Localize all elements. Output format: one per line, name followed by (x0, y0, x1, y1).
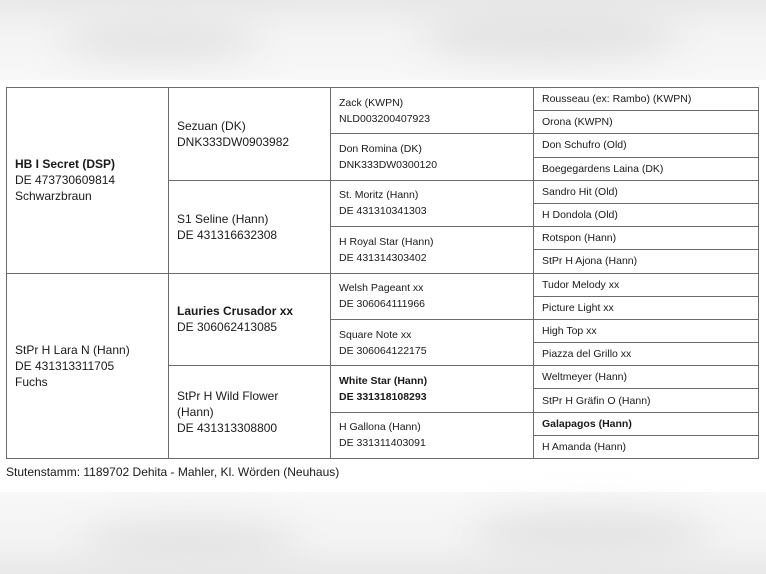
gen3-name: Don Romina (DK) (339, 143, 422, 156)
gen4-cell-12: Piazza del Grillo xx (534, 343, 759, 366)
gen4-cell-2: Orona (KWPN) (534, 111, 759, 134)
gen4-cell-11: High Top xx (534, 319, 759, 342)
sire-reg: DNK333DW0903982 (177, 134, 290, 149)
sire-dam-cell (169, 180, 331, 273)
gen3-reg: DE 331318108293 (339, 390, 427, 403)
gen3-cell-8 (331, 412, 534, 458)
dam-dam-name-suffix: (Hann) (177, 405, 214, 420)
dam-dam-reg: DE 431313308800 (177, 421, 278, 436)
gen4-cell-13: Weltmeyer (Hann) (534, 366, 759, 389)
gen4-cell-3: Don Schufro (Old) (534, 134, 759, 157)
gen4-cell-5: Sandro Hit (Old) (534, 180, 759, 203)
gen3-cell-6 (331, 319, 534, 365)
horse-cell (7, 88, 169, 274)
gen3-name: Square Note xx (339, 328, 412, 341)
dam-dam-cell (169, 366, 331, 459)
gen3-reg: DNK333DW0300120 (339, 159, 438, 172)
gen3-name: Zack (KWPN) (339, 96, 404, 109)
gen3-reg: NLD003200407923 (339, 112, 431, 125)
gen4-cell-9: Tudor Melody xx (534, 273, 759, 296)
gen3-reg: DE 306064111966 (339, 298, 426, 311)
gen3-reg: DE 431310341303 (339, 205, 427, 218)
gen3-name: H Gallona (Hann) (339, 421, 421, 434)
pedigree-document (0, 80, 766, 492)
gen3-cell-2 (331, 134, 534, 180)
gen3-cell-3 (331, 180, 534, 226)
horse-color: Schwarzbraun (15, 189, 92, 204)
mare-line-footer: Stutenstamm: 1189702 Dehita - Mahler, Kl. Wörden (Neuhaus) (6, 465, 340, 479)
dam-color: Fuchs (15, 374, 48, 389)
gen4-cell-15: Galapagos (Hann) (534, 412, 759, 435)
blurred-background-bottom (0, 492, 766, 574)
dam-sire-reg: DE 306062413085 (177, 320, 278, 335)
gen3-reg: DE 306064122175 (339, 344, 427, 357)
sire-name: Sezuan (DK) (177, 118, 246, 133)
gen3-cell-5 (331, 273, 534, 319)
dam-name: StPr H Lara N (Hann) (15, 342, 130, 357)
gen3-name: White Star (Hann) (339, 374, 428, 387)
dam-sire-cell (169, 273, 331, 366)
pedigree-table (6, 87, 759, 459)
gen4-cell-8: StPr H Ajona (Hann) (534, 250, 759, 273)
gen3-cell-4 (331, 227, 534, 273)
dam-dam-name: StPr H Wild Flower (177, 389, 279, 404)
gen4-cell-14: StPr H Gräfin O (Hann) (534, 389, 759, 412)
gen3-name: Welsh Pageant xx (339, 282, 424, 295)
blurred-background-top (0, 0, 766, 80)
gen4-cell-16: H Amanda (Hann) (534, 435, 759, 458)
gen3-cell-1 (331, 88, 534, 134)
gen4-cell-10: Picture Light xx (534, 296, 759, 319)
horse-reg: DE 473730609814 (15, 173, 116, 188)
gen3-cell-7 (331, 366, 534, 412)
gen4-cell-1: Rousseau (ex: Rambo) (KWPN) (534, 88, 759, 111)
gen3-name: St. Moritz (Hann) (339, 189, 419, 202)
gen4-cell-4: Boegegardens Laina (DK) (534, 157, 759, 180)
sire-cell (169, 88, 331, 181)
horse-name: HB I Secret (DSP) (15, 157, 116, 172)
gen4-cell-6: H Dondola (Old) (534, 203, 759, 226)
sire-dam-name: S1 Seline (Hann) (177, 211, 269, 226)
dam-cell (7, 273, 169, 459)
gen4-cell-7: Rotspon (Hann) (534, 227, 759, 250)
dam-sire-name: Lauries Crusador xx (177, 304, 294, 319)
gen3-reg: DE 431314303402 (339, 251, 427, 264)
gen3-reg: DE 331311403091 (339, 437, 426, 450)
gen3-name: H Royal Star (Hann) (339, 235, 434, 248)
dam-reg: DE 431313311705 (15, 358, 115, 373)
sire-dam-reg: DE 431316632308 (177, 227, 278, 242)
